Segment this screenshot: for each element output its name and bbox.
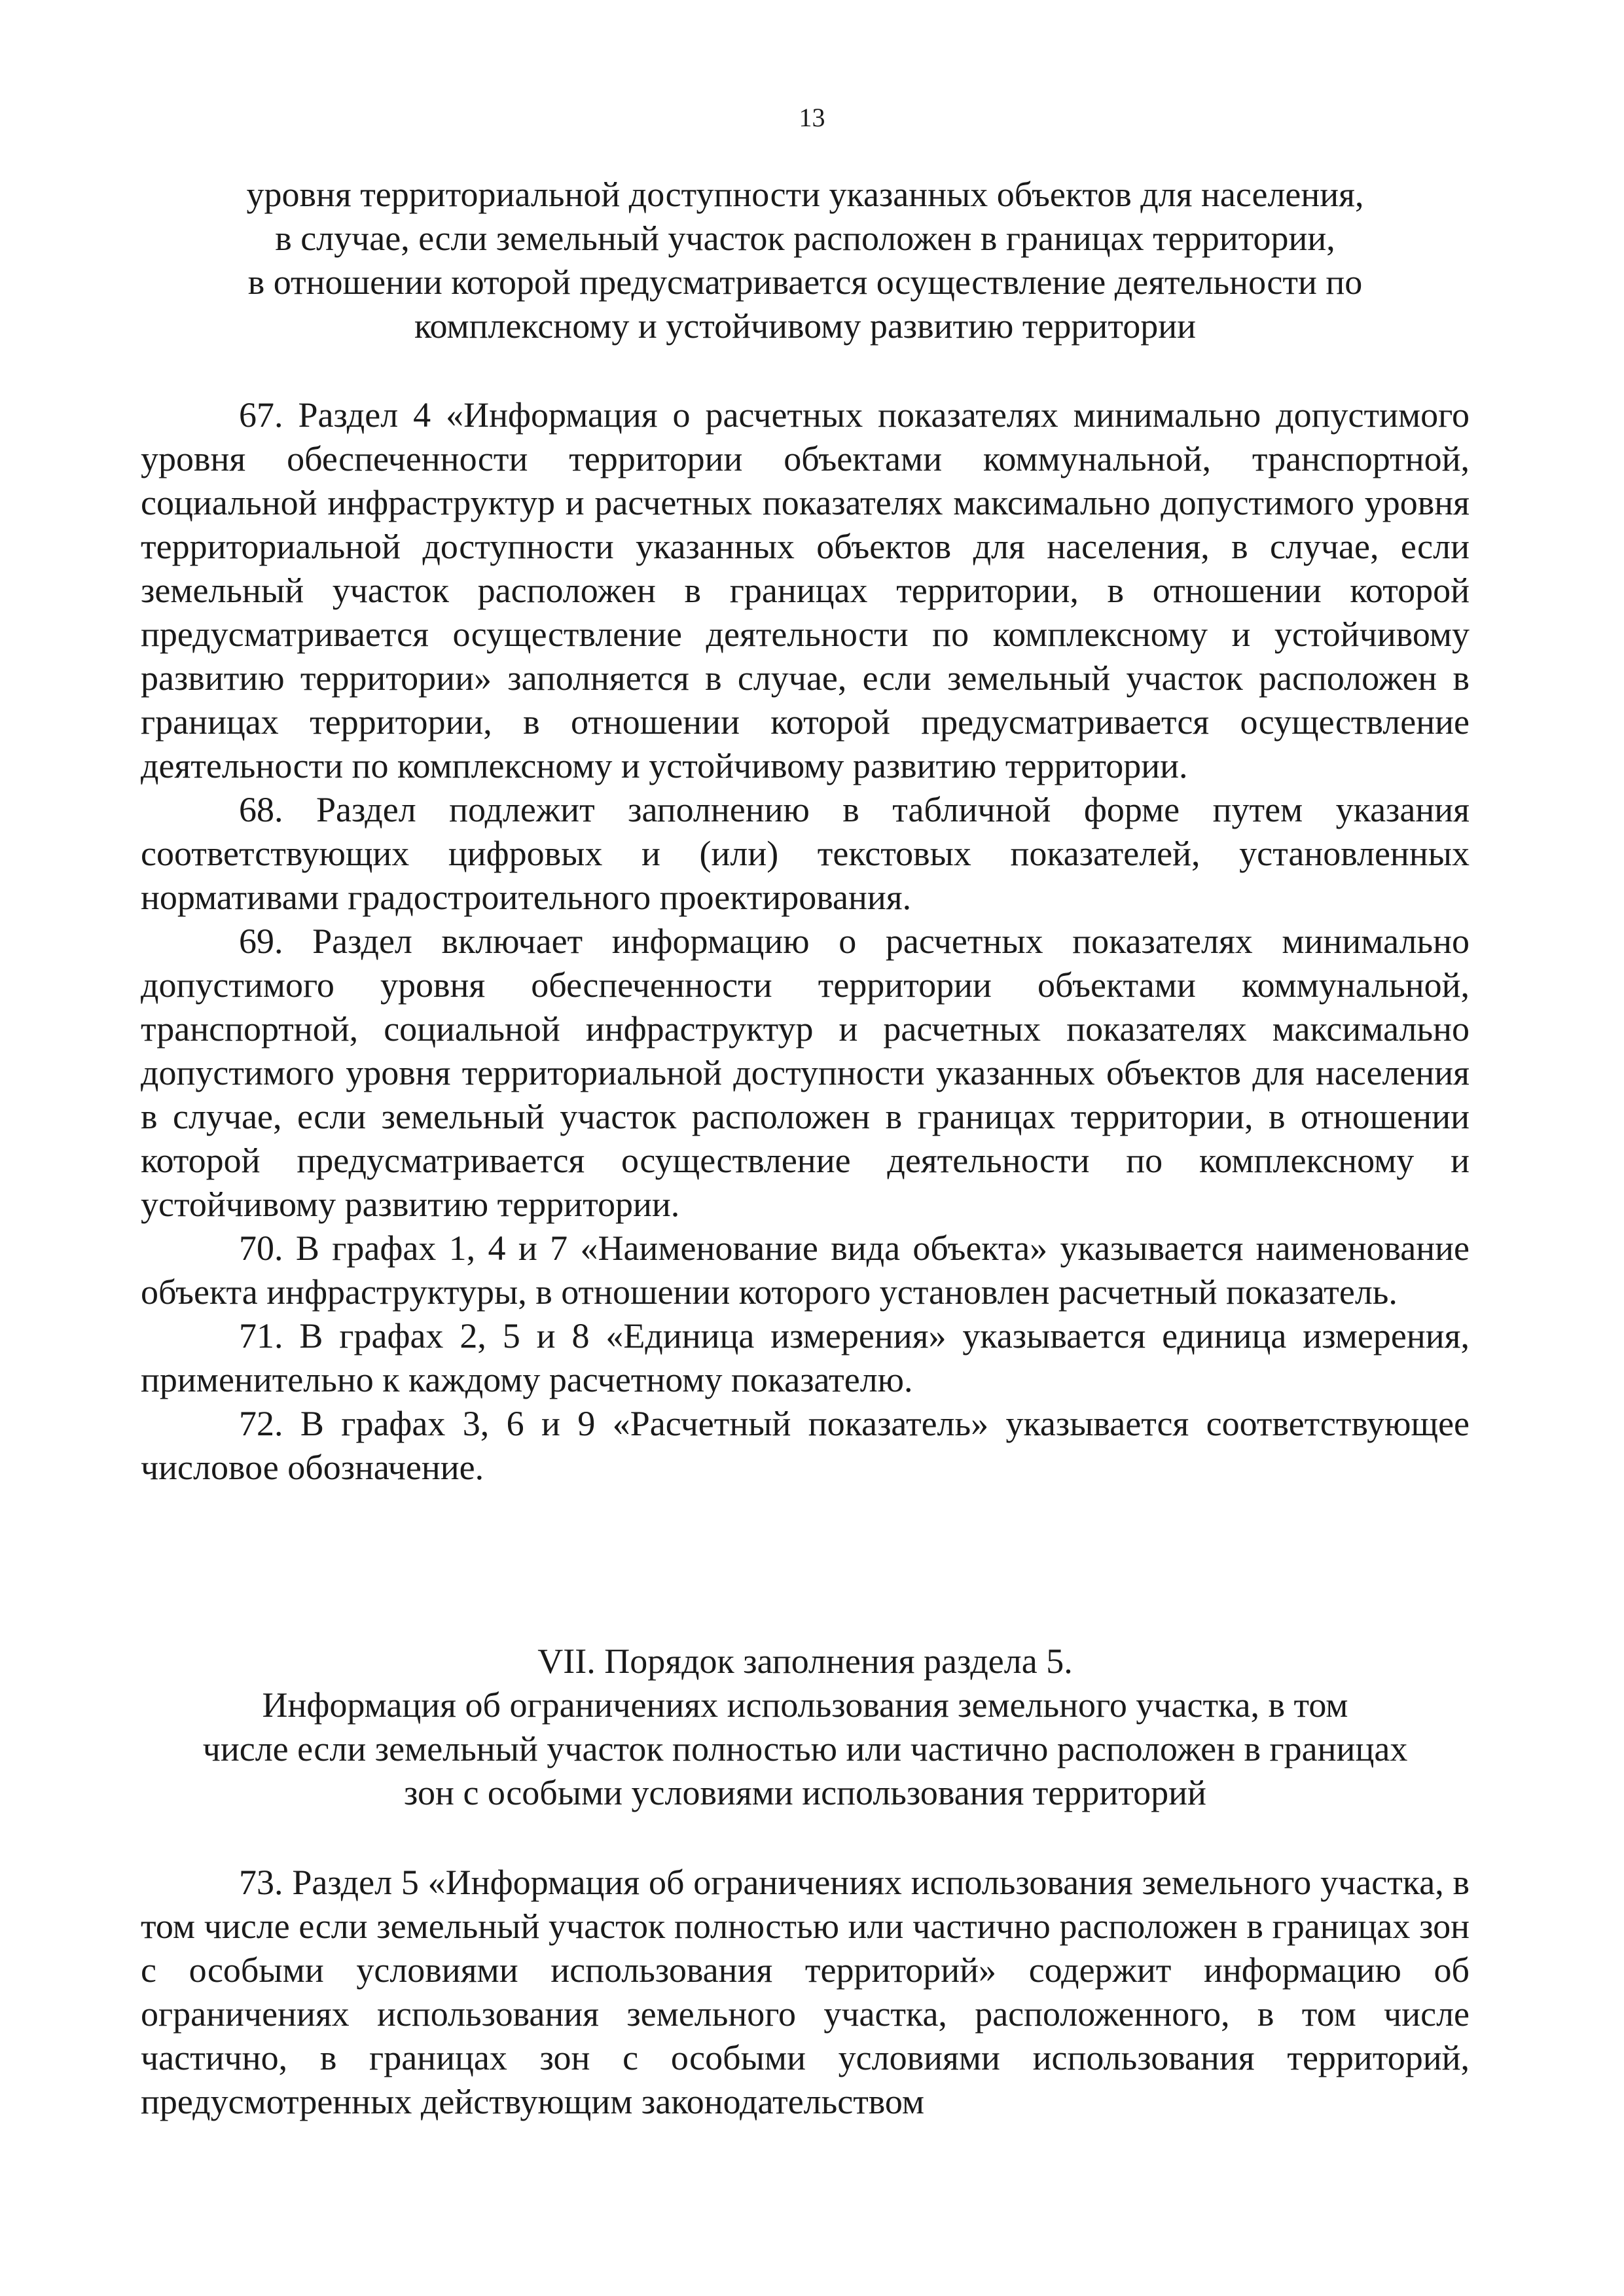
body-text-part-2 — [141, 1861, 1470, 2124]
heading-line: числе если земельный участок полностью или частично расположен в границах — [202, 1729, 1408, 1768]
heading-line: в случае, если земельный участок расположен в границах территории, — [275, 219, 1335, 258]
paragraph-68: 68. Раздел подлежит заполнению в табличной форме путем указания соответствующих цифровых и (или) текстовых показателей, установленных нормативами градостроительного проектирования. — [141, 790, 1470, 917]
paragraph-72: 72. В графах 3, 6 и 9 «Расчетный показатель» указывается соответствующее числовое обозначение. — [141, 1404, 1470, 1487]
paragraph-69: 69. Раздел включает информацию о расчетных показателях минимально допустимого уровня обеспеченности территории объектами коммунальной, транспортной, социальной инфраструктур и расчетных показателях максимально допустимого уровня территориальной доступности указанных объектов для населения в случае, если земельный участок расположен в границах территории, в отношении которой предусматривается осуществление деятельности по комплексному и устойчивому развитию территории. — [141, 922, 1470, 1224]
heading-line: зон с особыми условиями использования территорий — [404, 1773, 1206, 1812]
section-heading-vii — [141, 1640, 1470, 1815]
heading-line: Информация об ограничениях использования земельного участка, в том — [262, 1685, 1348, 1725]
paragraph-70: 70. В графах 1, 4 и 7 «Наименование вида объекта» указывается наименование объекта инфраструктуры, в отношении которого установлен расчетный показатель. — [141, 1229, 1470, 1312]
paragraph-67: 67. Раздел 4 «Информация о расчетных показателях минимально допустимого уровня обеспеченности территории объектами коммунальной, транспортной, социальной инфраструктур и расчетных показателях максимально допустимого уровня территориальной доступности указанных объектов для населения, в случае, если земельный участок расположен в границах территории, в отношении которой предусматривается осуществление деятельности по комплексному и устойчивому развитию территории» заполняется в случае, если земельный участок расположен в границах территории, в отношении которой предусматривается осуществление деятельности по комплексному и устойчивому развитию территории. — [141, 395, 1470, 785]
heading-line: уровня территориальной доступности указанных объектов для населения, — [246, 175, 1364, 214]
section-heading-continuation — [141, 173, 1470, 348]
body-text-part-1 — [141, 393, 1470, 1490]
heading-line: VII. Порядок заполнения раздела 5. — [537, 1641, 1073, 1681]
heading-line: комплексному и устойчивому развитию территории — [414, 306, 1196, 346]
page-number: 13 — [799, 103, 825, 132]
paragraph-71: 71. В графах 2, 5 и 8 «Единица измерения» указывается единица измерения, применительно к каждому расчетному показателю. — [141, 1316, 1470, 1399]
paragraph-73: 73. Раздел 5 «Информация об ограничениях использования земельного участка, в том числе если земельный участок полностью или частично расположен в границах зон с особыми условиями использования территорий» содержит информацию об ограничениях использования земельного участка, расположенного, в том числе частично, в границах зон с особыми условиями использования территорий, предусмотренных действующим законодательством — [141, 1863, 1470, 2121]
heading-line: в отношении которой предусматривается осуществление деятельности по — [247, 262, 1363, 302]
